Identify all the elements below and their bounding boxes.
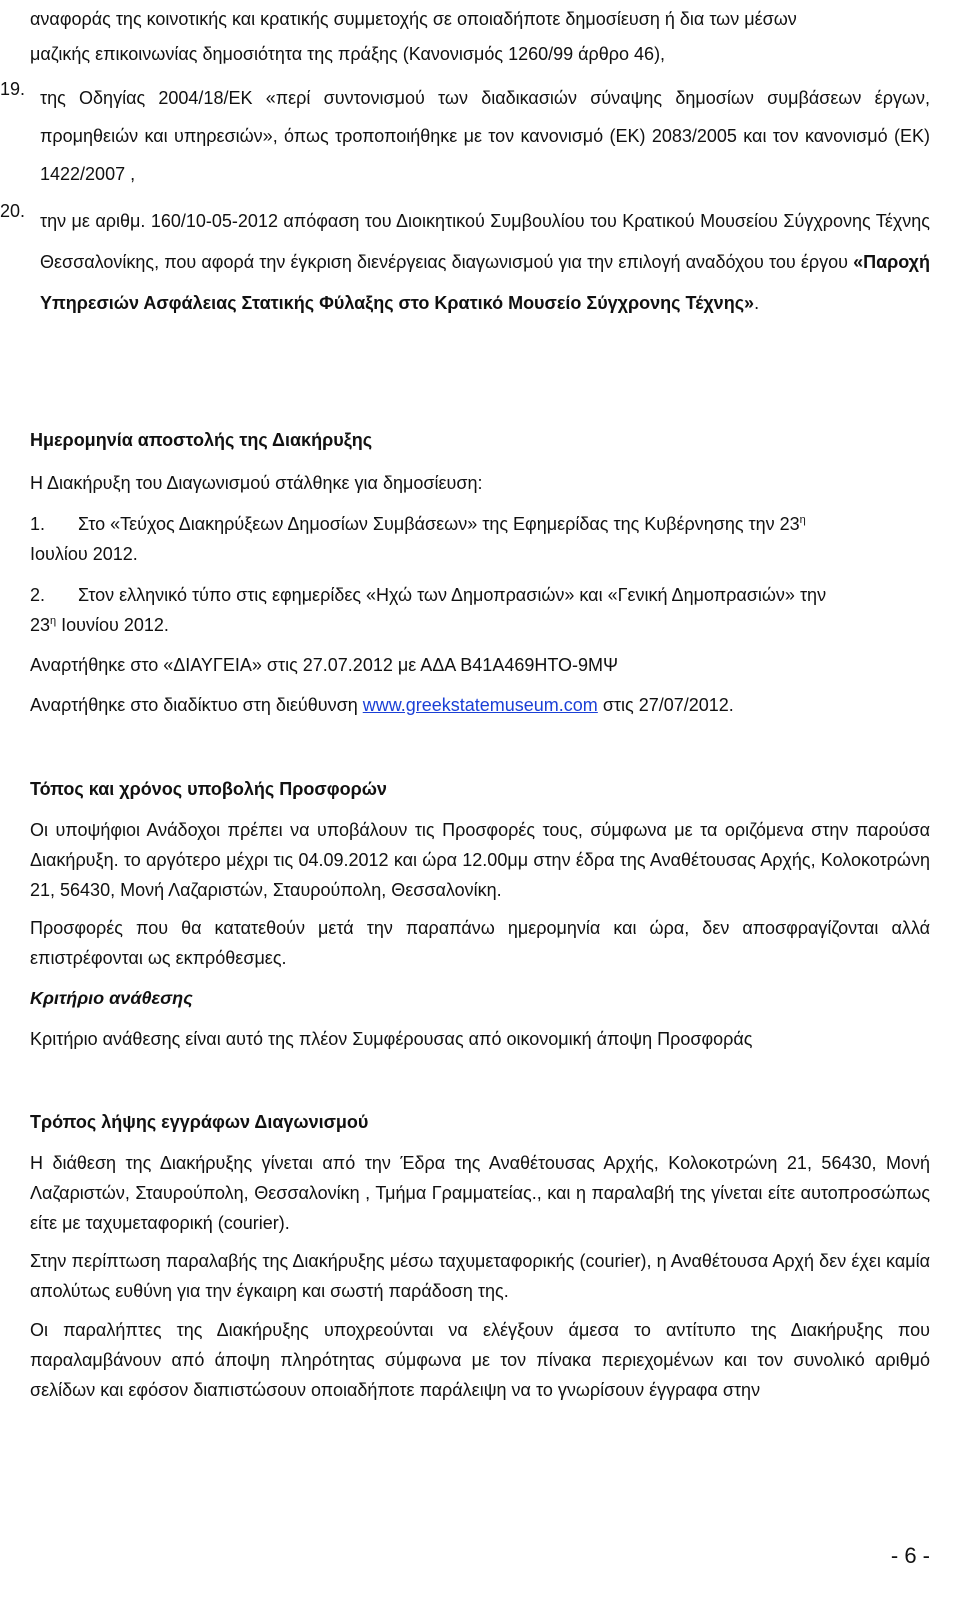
list-item-number: 20. bbox=[0, 201, 26, 221]
heading-dispatch-date: Ημερομηνία αποστολής της Διακήρυξης bbox=[30, 430, 373, 450]
project-title: «Παροχή Υπηρεσιών Ασφάλειας Στατικής Φύλαξης στο Κρατικό Μουσείο Σύγχρονης Τέχνης» bbox=[40, 252, 930, 313]
superscript: η bbox=[50, 615, 57, 627]
dispatch-item-number: 1. bbox=[30, 514, 46, 534]
documents-paragraph-3: Οι παραλήπτες της Διακήρυξης υποχρεούνται να ελέγξουν άμεσα το αντίτυπο της Διακήρυξης που παραλαμβάνουν από άποψη πληρότητας σύμφωνα με τον πίνακα περιεχομένων και τον συνολικό αριθμό σελίδων και εφόσον διαπιστώσουν οποιαδήποτε παράλειψη να το γνωρίσουν έγγραφα στην bbox=[30, 1320, 930, 1400]
list-item-number: 19. bbox=[0, 79, 26, 99]
museum-website-link[interactable]: www.greekstatemuseum.com bbox=[362, 695, 598, 715]
award-criterion-text: Κριτήριο ανάθεσης είναι αυτό της πλέον Συμφέρουσας από οικονομική άποψη Προσφοράς bbox=[30, 1029, 753, 1049]
dispatch-item-text: Στο «Τεύχος Διακηρύξεων Δημοσίων Συμβάσεων» της Εφημερίδας της Κυβέρνησης την 23 bbox=[78, 514, 800, 534]
web-notice bbox=[30, 688, 930, 723]
dispatch-item-1 bbox=[30, 509, 930, 569]
dispatch-item-text-cont-a: 23 bbox=[30, 615, 51, 635]
documents-paragraph-1: Η διάθεση της Διακήρυξης γίνεται από την Έδρα της Αναθέτουσας Αρχής, Κολοκοτρώνη 21, 56430, Μονή Λαζαριστών, Σταυρούπολη, Θεσσαλονίκη , Τμήμα Γραμματείας., και η παραλαβή της γίνεται είτε αυτοπροσώπως είτε με ταχυμεταφορική (courier). bbox=[30, 1153, 930, 1233]
dispatch-item-text-cont-b: Ιουνίου 2012. bbox=[56, 615, 169, 635]
submission-paragraph-2: Προσφορές που θα κατατεθούν μετά την παραπάνω ημερομηνία και ώρα, δεν αποσφραγίζονται αλλά επιστρέφονται ως εκπρόθεσμες. bbox=[30, 918, 930, 968]
heading-award-criterion: Κριτήριο ανάθεσης bbox=[30, 988, 193, 1008]
list-item-text bbox=[40, 201, 930, 324]
documents-paragraph-2: Στην περίπτωση παραλαβής της Διακήρυξης μέσω ταχυμεταφορικής (courier), η Αναθέτουσα Αρχή δεν έχει καμία απολύτως ευθύνη για την έγκαιρη και σωστή παράδοση της. bbox=[30, 1251, 930, 1301]
continuation-line-1: αναφοράς της κοινοτικής και κρατικής συμμετοχής σε οποιαδήποτε δημοσίευση ή δια των μέσων bbox=[30, 9, 797, 29]
list-item-text: της Οδηγίας 2004/18/ΕΚ «περί συντονισμού των διαδικασιών σύναψης δημοσίων συμβάσεων έργων, προμηθειών και υπηρεσιών», όπως τροποποιήθηκε με τον κανονισμό (ΕΚ) 2083/2005 και τον κανονισμό (ΕΚ) 1422/2007 , bbox=[40, 88, 930, 184]
page-number: - 6 - bbox=[890, 1543, 930, 1568]
dispatch-item-text-cont: Ιουλίου 2012. bbox=[30, 544, 138, 564]
web-notice-text: Αναρτήθηκε στο διαδίκτυο στη διεύθυνση bbox=[30, 695, 363, 715]
heading-submission: Τόπος και χρόνος υποβολής Προσφορών bbox=[30, 779, 387, 799]
dispatch-item-text: Στον ελληνικό τύπο στις εφημερίδες «Ηχώ των Δημοπρασιών» και «Γενική Δημοπρασιών» την bbox=[78, 585, 827, 605]
dispatch-item-number: 2. bbox=[30, 585, 46, 605]
web-notice-date: στις 27/07/2012. bbox=[597, 695, 734, 715]
submission-paragraph-1: Οι υποψήφιοι Ανάδοχοι πρέπει να υποβάλουν τις Προσφορές τους, σύμφωνα με τα οριζόμενα στην παρούσα Διακήρυξη. το αργότερο μέχρι τις 04.09.2012 και ώρα 12.00μμ στην έδρα της Αναθέτουσας Αρχής, Κολοκοτρώνη 21, 56430, Μονή Λαζαριστών, Σταυρούπολη, Θεσσαλονίκη. bbox=[30, 820, 930, 900]
decision-text: την με αριθμ. 160/10-05-2012 απόφαση του Διοικητικού Συμβουλίου του Κρατικού Μουσείου Σύγχρονης Τέχνης Θεσσαλονίκης, που αφορά την έγκριση διενέργειας διαγωνισμού για την επιλογή αναδόχου του έργου bbox=[40, 211, 930, 272]
continuation-line-2: μαζικής επικοινωνίας δημοσιότητα της πράξης (Κανονισμός 1260/99 άρθρο 46), bbox=[30, 44, 666, 64]
heading-documents: Τρόπος λήψης εγγράφων Διαγωνισμού bbox=[30, 1112, 369, 1132]
diavgeia-notice: Αναρτήθηκε στο «ΔΙΑΥΓΕΙΑ» στις 27.07.2012 με ΑΔΑ B41A469HTO-9MΨ bbox=[30, 655, 619, 675]
dispatch-intro: Η Διακήρυξη του Διαγωνισμού στάλθηκε για δημοσίευση: bbox=[30, 473, 483, 493]
superscript: η bbox=[799, 514, 806, 526]
dispatch-item-2 bbox=[30, 580, 930, 640]
decision-text-end: . bbox=[754, 293, 760, 313]
